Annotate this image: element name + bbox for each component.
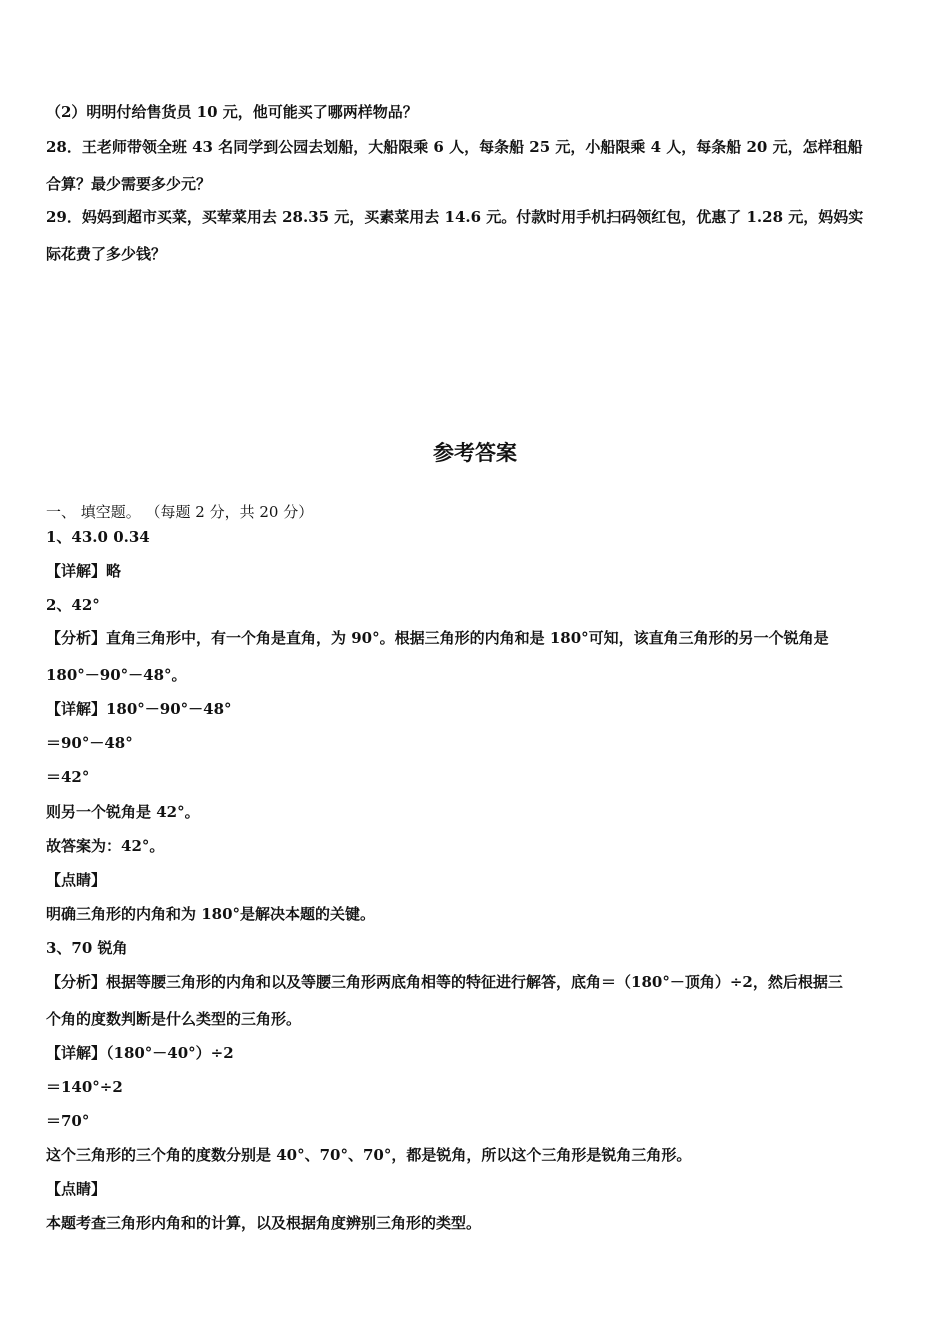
question-27-part-2: （2）明明付给售货员 10 元，他可能买了哪两样物品？ xyxy=(46,103,418,121)
answer-3-analysis-line-1: 【分析】根据等腰三角形的内角和以及等腰三角形两底角相等的特征进行解答，底角＝（180°－顶角）÷2，然后根据三 xyxy=(46,973,843,991)
answer-3-point-text: 本题考查三角形内角和的计算，以及根据角度辨别三角形的类型。 xyxy=(46,1214,482,1232)
answer-3: 3、70 锐角 xyxy=(46,939,128,957)
question-28-line-2: 合算？最少需要多少元？ xyxy=(46,175,212,193)
answer-3-analysis-line-2: 个角的度数判断是什么类型的三角形。 xyxy=(46,1010,302,1028)
answer-2-point-label: 【点睛】 xyxy=(46,871,107,889)
answer-1-detail: 【详解】略 xyxy=(46,562,122,580)
answer-2-detail-3: ＝42° xyxy=(46,768,90,786)
answer-3-detail-4: 这个三角形的三个角的度数分别是 40°、70°、70°，都是锐角，所以这个三角形是锐角三角形。 xyxy=(46,1146,692,1164)
answer-1: 1、43.0 0.34 xyxy=(46,528,150,546)
answer-2-analysis-line-2: 180°－90°－48°。 xyxy=(46,666,187,684)
answer-2-detail-5: 故答案为：42°。 xyxy=(46,837,165,855)
answer-3-detail-3: ＝70° xyxy=(46,1112,90,1130)
answer-2-point-text: 明确三角形的内角和为 180°是解决本题的关键。 xyxy=(46,905,376,923)
answers-title: 参考答案 xyxy=(433,441,517,465)
question-29-line-2: 际花费了多少钱？ xyxy=(46,245,167,263)
question-28-line-1: 28．王老师带领全班 43 名同学到公园去划船，大船限乘 6 人，每条船 25 元，小船限乘 4 人，每条船 20 元，怎样租船 xyxy=(46,138,863,156)
section-heading: 一、 填空题。 （每题 2 分，共 20 分） xyxy=(46,503,314,521)
answer-2-detail-2: ＝90°－48° xyxy=(46,734,133,752)
question-29-line-1: 29．妈妈到超市买菜，买荤菜用去 28.35 元，买素菜用去 14.6 元。付款时用手机扫码领红包，优惠了 1.28 元，妈妈实 xyxy=(46,208,864,226)
answer-3-detail-2: ＝140°÷2 xyxy=(46,1078,123,1096)
answer-3-detail-1: 【详解】（180°－40°）÷2 xyxy=(46,1044,234,1062)
answer-2-analysis-line-1: 【分析】直角三角形中，有一个角是直角，为 90°。根据三角形的内角和是 180°可知，该直角三角形的另一个锐角是 xyxy=(46,629,829,647)
answer-3-point-label: 【点睛】 xyxy=(46,1180,107,1198)
answer-2-detail-4: 则另一个锐角是 42°。 xyxy=(46,803,200,821)
answer-2: 2、42° xyxy=(46,596,100,614)
answer-2-detail-1: 【详解】180°－90°－48° xyxy=(46,700,232,718)
